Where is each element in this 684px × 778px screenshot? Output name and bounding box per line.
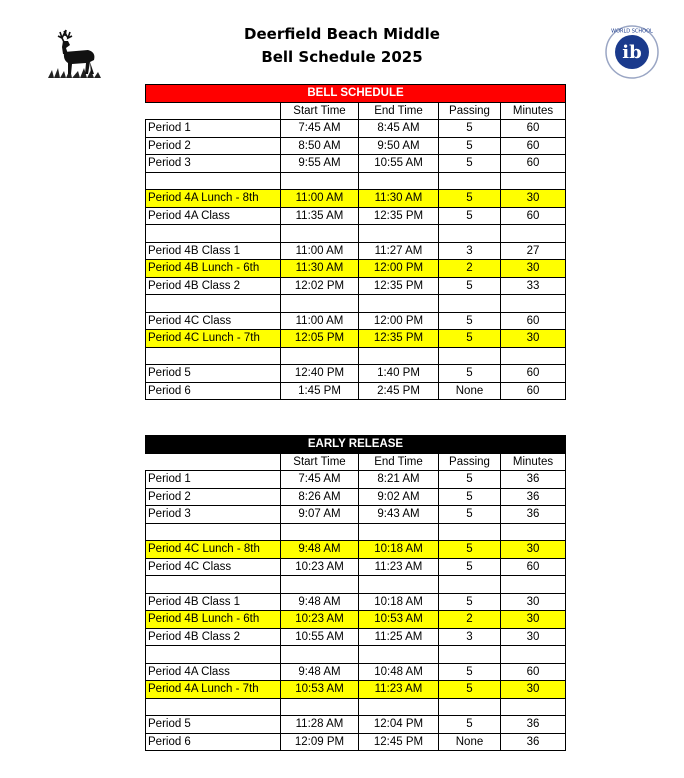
cell-passing: 5 <box>439 681 501 699</box>
lunch-row <box>146 260 566 278</box>
cell-name: Period 1 <box>146 471 281 489</box>
cell-name: Period 4C Lunch - 8th <box>146 541 281 559</box>
spacer-cell <box>281 295 359 313</box>
cell-minutes: 33 <box>501 277 566 295</box>
spacer-cell <box>359 523 439 541</box>
cell-name: Period 4C Lunch - 7th <box>146 330 281 348</box>
cell-name: Period 3 <box>146 155 281 173</box>
cell-start: 10:53 AM <box>281 681 359 699</box>
spacer-cell <box>281 646 359 664</box>
column-header-row <box>146 102 566 120</box>
period-row <box>146 488 566 506</box>
cell-start: 7:45 AM <box>281 120 359 138</box>
cell-end: 9:43 AM <box>359 506 439 524</box>
spacer-cell <box>359 576 439 594</box>
cell-start: 12:09 PM <box>281 733 359 751</box>
spacer-cell <box>146 347 281 365</box>
spacer-cell <box>359 698 439 716</box>
cell-end: 12:35 PM <box>359 330 439 348</box>
cell-minutes: 60 <box>501 120 566 138</box>
spacer-cell <box>439 347 501 365</box>
cell-minutes: 60 <box>501 382 566 400</box>
cell-start: 8:50 AM <box>281 137 359 155</box>
cell-passing: 5 <box>439 312 501 330</box>
cell-name: Period 2 <box>146 137 281 155</box>
period-row <box>146 558 566 576</box>
cell-start: 12:05 PM <box>281 330 359 348</box>
cell-name: Period 5 <box>146 716 281 734</box>
cell-minutes: 30 <box>501 681 566 699</box>
cell-passing: 5 <box>439 330 501 348</box>
spacer-cell <box>439 646 501 664</box>
cell-minutes: 60 <box>501 365 566 383</box>
cell-minutes: 60 <box>501 558 566 576</box>
cell-passing: 5 <box>439 541 501 559</box>
column-header: Passing <box>439 453 501 471</box>
cell-start: 11:00 AM <box>281 190 359 208</box>
spacer-cell <box>146 225 281 243</box>
period-row <box>146 593 566 611</box>
cell-name: Period 4A Class <box>146 663 281 681</box>
period-row <box>146 716 566 734</box>
cell-name: Period 5 <box>146 365 281 383</box>
cell-start: 11:30 AM <box>281 260 359 278</box>
lunch-row <box>146 611 566 629</box>
spacer-cell <box>439 172 501 190</box>
cell-minutes: 27 <box>501 242 566 260</box>
cell-end: 11:30 AM <box>359 190 439 208</box>
cell-passing: 5 <box>439 488 501 506</box>
spacer-cell <box>439 576 501 594</box>
spacer-cell <box>359 295 439 313</box>
spacer-cell <box>281 225 359 243</box>
cell-start: 10:23 AM <box>281 611 359 629</box>
cell-name: Period 4B Class 1 <box>146 242 281 260</box>
spacer-cell <box>439 295 501 313</box>
cell-end: 12:35 PM <box>359 207 439 225</box>
cell-start: 11:35 AM <box>281 207 359 225</box>
spacer-cell <box>359 347 439 365</box>
spacer-row <box>146 523 566 541</box>
cell-name: Period 4B Class 1 <box>146 593 281 611</box>
cell-end: 10:18 AM <box>359 541 439 559</box>
cell-minutes: 36 <box>501 716 566 734</box>
spacer-row <box>146 576 566 594</box>
cell-passing: 5 <box>439 190 501 208</box>
cell-start: 9:48 AM <box>281 663 359 681</box>
cell-start: 11:00 AM <box>281 312 359 330</box>
cell-passing: 5 <box>439 506 501 524</box>
lunch-row <box>146 681 566 699</box>
cell-minutes: 60 <box>501 155 566 173</box>
cell-end: 10:18 AM <box>359 593 439 611</box>
lunch-row <box>146 541 566 559</box>
period-row <box>146 382 566 400</box>
spacer-cell <box>281 523 359 541</box>
cell-minutes: 30 <box>501 190 566 208</box>
cell-passing: 5 <box>439 137 501 155</box>
cell-passing: 5 <box>439 593 501 611</box>
cell-passing: 5 <box>439 471 501 489</box>
cell-start: 9:55 AM <box>281 155 359 173</box>
period-row <box>146 137 566 155</box>
cell-passing: 5 <box>439 207 501 225</box>
spacer-cell <box>146 172 281 190</box>
cell-passing: None <box>439 382 501 400</box>
cell-name: Period 4A Lunch - 7th <box>146 681 281 699</box>
column-header: Minutes <box>501 102 566 120</box>
cell-end: 9:50 AM <box>359 137 439 155</box>
cell-end: 10:48 AM <box>359 663 439 681</box>
cell-start: 12:40 PM <box>281 365 359 383</box>
cell-name: Period 4B Class 2 <box>146 628 281 646</box>
cell-minutes: 36 <box>501 488 566 506</box>
spacer-cell <box>359 172 439 190</box>
spacer-cell <box>146 523 281 541</box>
cell-name: Period 6 <box>146 382 281 400</box>
period-row <box>146 155 566 173</box>
column-header: Passing <box>439 102 501 120</box>
spacer-row <box>146 698 566 716</box>
cell-minutes: 60 <box>501 137 566 155</box>
spacer-cell <box>439 698 501 716</box>
cell-passing: 5 <box>439 120 501 138</box>
cell-passing: 3 <box>439 628 501 646</box>
section-title: BELL SCHEDULE <box>146 85 566 103</box>
cell-minutes: 36 <box>501 471 566 489</box>
spacer-cell <box>501 576 566 594</box>
cell-name: Period 2 <box>146 488 281 506</box>
spacer-cell <box>359 225 439 243</box>
cell-passing: 5 <box>439 365 501 383</box>
section-title-row <box>146 436 566 454</box>
cell-minutes: 30 <box>501 330 566 348</box>
cell-minutes: 30 <box>501 541 566 559</box>
spacer-cell <box>146 698 281 716</box>
cell-passing: 5 <box>439 277 501 295</box>
period-row <box>146 242 566 260</box>
cell-start: 9:07 AM <box>281 506 359 524</box>
cell-minutes: 60 <box>501 312 566 330</box>
ib-world-school-logo <box>604 24 660 80</box>
section-title-row <box>146 85 566 103</box>
spacer-row <box>146 172 566 190</box>
column-header: Start Time <box>281 102 359 120</box>
column-header: Minutes <box>501 453 566 471</box>
cell-start: 12:02 PM <box>281 277 359 295</box>
cell-end: 1:40 PM <box>359 365 439 383</box>
cell-start: 11:00 AM <box>281 242 359 260</box>
spacer-cell <box>501 698 566 716</box>
lunch-row <box>146 330 566 348</box>
period-row <box>146 663 566 681</box>
cell-name: Period 4B Lunch - 6th <box>146 260 281 278</box>
cell-name: Period 4C Class <box>146 558 281 576</box>
cell-name: Period 4A Lunch - 8th <box>146 190 281 208</box>
cell-passing: 5 <box>439 663 501 681</box>
spacer-cell <box>439 225 501 243</box>
cell-end: 10:53 AM <box>359 611 439 629</box>
period-row <box>146 506 566 524</box>
cell-minutes: 30 <box>501 628 566 646</box>
spacer-cell <box>439 523 501 541</box>
period-row <box>146 277 566 295</box>
page-title-school: Deerfield Beach Middle <box>244 25 440 43</box>
ib-letters: ib <box>622 42 642 63</box>
lunch-row <box>146 190 566 208</box>
cell-end: 10:55 AM <box>359 155 439 173</box>
spacer-row <box>146 646 566 664</box>
spacer-row <box>146 347 566 365</box>
spacer-cell <box>501 172 566 190</box>
spacer-cell <box>501 295 566 313</box>
spacer-cell <box>281 172 359 190</box>
column-header: End Time <box>359 453 439 471</box>
spacer-cell <box>501 347 566 365</box>
column-header <box>146 102 281 120</box>
spacer-cell <box>146 646 281 664</box>
cell-minutes: 36 <box>501 733 566 751</box>
cell-passing: 5 <box>439 155 501 173</box>
cell-end: 11:27 AM <box>359 242 439 260</box>
period-row <box>146 207 566 225</box>
cell-minutes: 30 <box>501 611 566 629</box>
spacer-row <box>146 295 566 313</box>
page-title-schedule: Bell Schedule 2025 <box>261 48 423 66</box>
cell-name: Period 3 <box>146 506 281 524</box>
cell-end: 12:00 PM <box>359 312 439 330</box>
ib-icon <box>604 24 660 80</box>
period-row <box>146 733 566 751</box>
cell-name: Period 4C Class <box>146 312 281 330</box>
cell-minutes: 60 <box>501 207 566 225</box>
cell-passing: None <box>439 733 501 751</box>
cell-minutes: 60 <box>501 663 566 681</box>
cell-start: 10:55 AM <box>281 628 359 646</box>
period-row <box>146 312 566 330</box>
cell-minutes: 30 <box>501 593 566 611</box>
period-row <box>146 628 566 646</box>
cell-minutes: 36 <box>501 506 566 524</box>
column-header: End Time <box>359 102 439 120</box>
period-row <box>146 471 566 489</box>
spacer-cell <box>281 347 359 365</box>
cell-end: 11:25 AM <box>359 628 439 646</box>
section-title: EARLY RELEASE <box>146 436 566 454</box>
cell-end: 9:02 AM <box>359 488 439 506</box>
cell-passing: 5 <box>439 716 501 734</box>
cell-name: Period 1 <box>146 120 281 138</box>
cell-name: Period 6 <box>146 733 281 751</box>
cell-minutes: 30 <box>501 260 566 278</box>
spacer-cell <box>146 576 281 594</box>
spacer-row <box>146 225 566 243</box>
cell-passing: 3 <box>439 242 501 260</box>
cell-end: 12:45 PM <box>359 733 439 751</box>
cell-start: 11:28 AM <box>281 716 359 734</box>
cell-end: 12:00 PM <box>359 260 439 278</box>
column-header-row <box>146 453 566 471</box>
spacer-cell <box>501 523 566 541</box>
cell-end: 8:21 AM <box>359 471 439 489</box>
column-header <box>146 453 281 471</box>
period-row <box>146 365 566 383</box>
cell-end: 11:23 AM <box>359 681 439 699</box>
cell-end: 12:35 PM <box>359 277 439 295</box>
cell-passing: 5 <box>439 558 501 576</box>
early-release-table <box>145 435 566 751</box>
spacer-cell <box>281 576 359 594</box>
cell-end: 2:45 PM <box>359 382 439 400</box>
period-row <box>146 120 566 138</box>
cell-end: 12:04 PM <box>359 716 439 734</box>
cell-passing: 2 <box>439 611 501 629</box>
cell-start: 1:45 PM <box>281 382 359 400</box>
cell-passing: 2 <box>439 260 501 278</box>
cell-name: Period 4B Class 2 <box>146 277 281 295</box>
cell-start: 7:45 AM <box>281 471 359 489</box>
spacer-cell <box>281 698 359 716</box>
column-header: Start Time <box>281 453 359 471</box>
cell-start: 8:26 AM <box>281 488 359 506</box>
spacer-cell <box>146 295 281 313</box>
spacer-cell <box>501 646 566 664</box>
cell-start: 10:23 AM <box>281 558 359 576</box>
spacer-cell <box>359 646 439 664</box>
cell-name: Period 4A Class <box>146 207 281 225</box>
spacer-cell <box>501 225 566 243</box>
cell-start: 9:48 AM <box>281 593 359 611</box>
cell-end: 8:45 AM <box>359 120 439 138</box>
ib-ring-text: WORLD SCHOOL <box>611 28 653 35</box>
cell-start: 9:48 AM <box>281 541 359 559</box>
cell-end: 11:23 AM <box>359 558 439 576</box>
cell-name: Period 4B Lunch - 6th <box>146 611 281 629</box>
bell-schedule-table <box>145 84 566 400</box>
